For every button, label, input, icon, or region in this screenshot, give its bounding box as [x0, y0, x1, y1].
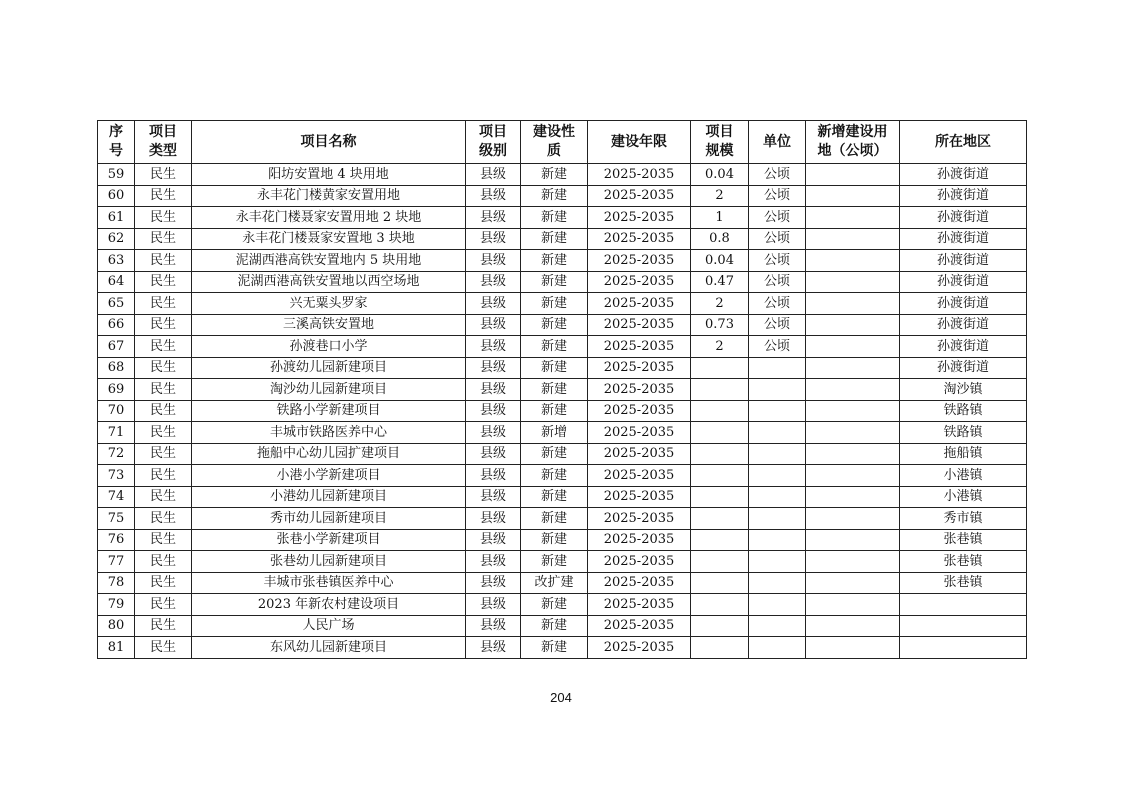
table-row — [98, 400, 1027, 422]
cell-new-land — [806, 207, 900, 229]
cell-type: 民生 — [135, 529, 192, 551]
cell-scale: 1 — [691, 207, 749, 229]
cell-new-land — [806, 615, 900, 637]
cell-index: 66 — [98, 314, 135, 336]
cell-type: 民生 — [135, 486, 192, 508]
cell-scale — [691, 551, 749, 573]
table-row — [98, 357, 1027, 379]
cell-name: 泥湖西港高铁安置地内 5 块用地 — [192, 250, 466, 272]
cell-scale — [691, 615, 749, 637]
cell-nature: 新建 — [521, 443, 588, 465]
cell-new-land — [806, 572, 900, 594]
cell-nature: 新建 — [521, 164, 588, 186]
table-row — [98, 465, 1027, 487]
cell-level: 县级 — [466, 185, 521, 207]
header-new-land: 新增建设用地（公顷） — [806, 121, 900, 164]
cell-type: 民生 — [135, 465, 192, 487]
cell-level: 县级 — [466, 637, 521, 659]
table-row — [98, 486, 1027, 508]
cell-name: 孙渡幼儿园新建项目 — [192, 357, 466, 379]
cell-type: 民生 — [135, 443, 192, 465]
cell-index: 62 — [98, 228, 135, 250]
cell-new-land — [806, 164, 900, 186]
cell-area: 张巷镇 — [900, 529, 1027, 551]
cell-area: 张巷镇 — [900, 551, 1027, 573]
cell-name: 铁路小学新建项目 — [192, 400, 466, 422]
cell-scale — [691, 465, 749, 487]
cell-period: 2025-2035 — [588, 551, 691, 573]
cell-level: 县级 — [466, 228, 521, 250]
cell-period: 2025-2035 — [588, 271, 691, 293]
cell-unit — [749, 379, 806, 401]
cell-period: 2025-2035 — [588, 465, 691, 487]
cell-period: 2025-2035 — [588, 594, 691, 616]
cell-name: 泥湖西港高铁安置地以西空场地 — [192, 271, 466, 293]
cell-level: 县级 — [466, 594, 521, 616]
cell-level: 县级 — [466, 508, 521, 530]
cell-type: 民生 — [135, 293, 192, 315]
cell-area: 孙渡街道 — [900, 185, 1027, 207]
cell-name: 三溪高铁安置地 — [192, 314, 466, 336]
cell-level: 县级 — [466, 250, 521, 272]
cell-name: 小港小学新建项目 — [192, 465, 466, 487]
cell-area: 孙渡街道 — [900, 336, 1027, 358]
cell-scale: 0.8 — [691, 228, 749, 250]
table-row — [98, 207, 1027, 229]
cell-nature: 新建 — [521, 357, 588, 379]
cell-period: 2025-2035 — [588, 422, 691, 444]
cell-level: 县级 — [466, 443, 521, 465]
cell-area: 孙渡街道 — [900, 271, 1027, 293]
table-row — [98, 615, 1027, 637]
cell-unit: 公顷 — [749, 336, 806, 358]
cell-type: 民生 — [135, 357, 192, 379]
cell-type: 民生 — [135, 551, 192, 573]
cell-unit — [749, 508, 806, 530]
cell-nature: 新建 — [521, 529, 588, 551]
cell-area: 铁路镇 — [900, 422, 1027, 444]
cell-area: 张巷镇 — [900, 572, 1027, 594]
cell-scale — [691, 422, 749, 444]
cell-new-land — [806, 400, 900, 422]
cell-nature: 新建 — [521, 615, 588, 637]
cell-new-land — [806, 228, 900, 250]
cell-new-land — [806, 379, 900, 401]
cell-level: 县级 — [466, 314, 521, 336]
cell-level: 县级 — [466, 486, 521, 508]
cell-scale: 2 — [691, 185, 749, 207]
cell-type: 民生 — [135, 594, 192, 616]
table-row — [98, 271, 1027, 293]
cell-area: 淘沙镇 — [900, 379, 1027, 401]
cell-scale: 0.47 — [691, 271, 749, 293]
cell-period: 2025-2035 — [588, 207, 691, 229]
cell-scale — [691, 357, 749, 379]
cell-type: 民生 — [135, 422, 192, 444]
cell-scale — [691, 486, 749, 508]
cell-nature: 新增 — [521, 422, 588, 444]
cell-name: 永丰花门楼黄家安置用地 — [192, 185, 466, 207]
cell-index: 78 — [98, 572, 135, 594]
cell-level: 县级 — [466, 551, 521, 573]
cell-period: 2025-2035 — [588, 250, 691, 272]
cell-unit — [749, 357, 806, 379]
cell-area: 铁路镇 — [900, 400, 1027, 422]
cell-level: 县级 — [466, 422, 521, 444]
cell-period: 2025-2035 — [588, 357, 691, 379]
cell-area: 孙渡街道 — [900, 228, 1027, 250]
cell-level: 县级 — [466, 572, 521, 594]
cell-type: 民生 — [135, 271, 192, 293]
cell-scale: 0.04 — [691, 164, 749, 186]
cell-index: 71 — [98, 422, 135, 444]
cell-nature: 新建 — [521, 250, 588, 272]
cell-nature: 新建 — [521, 293, 588, 315]
cell-index: 75 — [98, 508, 135, 530]
cell-name: 阳坊安置地 4 块用地 — [192, 164, 466, 186]
table-row — [98, 336, 1027, 358]
cell-nature: 新建 — [521, 637, 588, 659]
cell-new-land — [806, 336, 900, 358]
header-type: 项目类型 — [135, 121, 192, 164]
cell-scale: 2 — [691, 293, 749, 315]
cell-unit — [749, 486, 806, 508]
cell-new-land — [806, 508, 900, 530]
cell-new-land — [806, 529, 900, 551]
cell-unit — [749, 422, 806, 444]
cell-new-land — [806, 443, 900, 465]
cell-name: 丰城市铁路医养中心 — [192, 422, 466, 444]
table-row — [98, 637, 1027, 659]
cell-nature: 新建 — [521, 228, 588, 250]
cell-name: 拖船中心幼儿园扩建项目 — [192, 443, 466, 465]
cell-type: 民生 — [135, 379, 192, 401]
cell-area — [900, 594, 1027, 616]
header-area: 所在地区 — [900, 121, 1027, 164]
header-name: 项目名称 — [192, 121, 466, 164]
cell-index: 80 — [98, 615, 135, 637]
cell-type: 民生 — [135, 508, 192, 530]
cell-area: 孙渡街道 — [900, 164, 1027, 186]
cell-name: 人民广场 — [192, 615, 466, 637]
cell-index: 76 — [98, 529, 135, 551]
cell-name: 秀市幼儿园新建项目 — [192, 508, 466, 530]
cell-period: 2025-2035 — [588, 443, 691, 465]
table-row — [98, 508, 1027, 530]
cell-index: 60 — [98, 185, 135, 207]
cell-new-land — [806, 551, 900, 573]
table-row — [98, 551, 1027, 573]
cell-unit: 公顷 — [749, 250, 806, 272]
cell-index: 70 — [98, 400, 135, 422]
table-row — [98, 594, 1027, 616]
cell-area: 孙渡街道 — [900, 293, 1027, 315]
cell-unit — [749, 551, 806, 573]
cell-name: 张巷小学新建项目 — [192, 529, 466, 551]
cell-unit: 公顷 — [749, 271, 806, 293]
cell-index: 65 — [98, 293, 135, 315]
cell-index: 81 — [98, 637, 135, 659]
cell-new-land — [806, 422, 900, 444]
cell-area — [900, 615, 1027, 637]
page-number: 204 — [550, 690, 572, 705]
cell-name: 永丰花门楼聂家安置地 3 块地 — [192, 228, 466, 250]
cell-new-land — [806, 293, 900, 315]
cell-unit — [749, 529, 806, 551]
cell-unit — [749, 637, 806, 659]
cell-level: 县级 — [466, 164, 521, 186]
cell-period: 2025-2035 — [588, 336, 691, 358]
cell-area: 小港镇 — [900, 486, 1027, 508]
cell-period: 2025-2035 — [588, 400, 691, 422]
cell-unit — [749, 572, 806, 594]
cell-name: 兴无粟头罗家 — [192, 293, 466, 315]
cell-type: 民生 — [135, 314, 192, 336]
cell-new-land — [806, 486, 900, 508]
cell-area — [900, 637, 1027, 659]
cell-unit: 公顷 — [749, 207, 806, 229]
cell-name: 永丰花门楼聂家安置用地 2 块地 — [192, 207, 466, 229]
header-index: 序号 — [98, 121, 135, 164]
cell-nature: 改扩建 — [521, 572, 588, 594]
cell-scale — [691, 400, 749, 422]
cell-period: 2025-2035 — [588, 164, 691, 186]
table-row — [98, 529, 1027, 551]
header-unit: 单位 — [749, 121, 806, 164]
cell-nature: 新建 — [521, 207, 588, 229]
cell-scale — [691, 529, 749, 551]
cell-index: 68 — [98, 357, 135, 379]
cell-new-land — [806, 250, 900, 272]
cell-type: 民生 — [135, 228, 192, 250]
cell-nature: 新建 — [521, 271, 588, 293]
cell-type: 民生 — [135, 185, 192, 207]
cell-new-land — [806, 465, 900, 487]
cell-new-land — [806, 637, 900, 659]
cell-level: 县级 — [466, 379, 521, 401]
cell-level: 县级 — [466, 465, 521, 487]
header-period: 建设年限 — [588, 121, 691, 164]
cell-new-land — [806, 594, 900, 616]
cell-level: 县级 — [466, 293, 521, 315]
cell-nature: 新建 — [521, 486, 588, 508]
cell-nature: 新建 — [521, 465, 588, 487]
cell-nature: 新建 — [521, 185, 588, 207]
cell-name: 丰城市张巷镇医养中心 — [192, 572, 466, 594]
project-table — [97, 120, 1027, 659]
cell-index: 79 — [98, 594, 135, 616]
cell-scale: 0.04 — [691, 250, 749, 272]
cell-index: 64 — [98, 271, 135, 293]
cell-nature: 新建 — [521, 551, 588, 573]
table-row — [98, 164, 1027, 186]
cell-period: 2025-2035 — [588, 572, 691, 594]
cell-index: 63 — [98, 250, 135, 272]
cell-period: 2025-2035 — [588, 185, 691, 207]
cell-period: 2025-2035 — [588, 529, 691, 551]
cell-index: 59 — [98, 164, 135, 186]
cell-nature: 新建 — [521, 379, 588, 401]
cell-level: 县级 — [466, 615, 521, 637]
cell-period: 2025-2035 — [588, 293, 691, 315]
cell-level: 县级 — [466, 529, 521, 551]
cell-name: 东风幼儿园新建项目 — [192, 637, 466, 659]
cell-scale — [691, 508, 749, 530]
cell-type: 民生 — [135, 572, 192, 594]
cell-nature: 新建 — [521, 314, 588, 336]
table-row — [98, 228, 1027, 250]
cell-area: 孙渡街道 — [900, 207, 1027, 229]
table-row — [98, 185, 1027, 207]
cell-name: 2023 年新农村建设项目 — [192, 594, 466, 616]
cell-index: 72 — [98, 443, 135, 465]
cell-area: 孙渡街道 — [900, 314, 1027, 336]
table-row — [98, 572, 1027, 594]
table-row — [98, 293, 1027, 315]
cell-unit: 公顷 — [749, 164, 806, 186]
cell-unit — [749, 594, 806, 616]
cell-period: 2025-2035 — [588, 228, 691, 250]
cell-scale — [691, 443, 749, 465]
cell-unit — [749, 465, 806, 487]
cell-index: 74 — [98, 486, 135, 508]
table-row — [98, 250, 1027, 272]
cell-level: 县级 — [466, 400, 521, 422]
cell-name: 孙渡巷口小学 — [192, 336, 466, 358]
cell-level: 县级 — [466, 271, 521, 293]
cell-type: 民生 — [135, 400, 192, 422]
cell-type: 民生 — [135, 164, 192, 186]
cell-nature: 新建 — [521, 594, 588, 616]
cell-type: 民生 — [135, 207, 192, 229]
cell-name: 淘沙幼儿园新建项目 — [192, 379, 466, 401]
header-level: 项目级别 — [466, 121, 521, 164]
cell-nature: 新建 — [521, 508, 588, 530]
cell-unit — [749, 400, 806, 422]
cell-period: 2025-2035 — [588, 379, 691, 401]
cell-new-land — [806, 271, 900, 293]
cell-new-land — [806, 314, 900, 336]
cell-new-land — [806, 357, 900, 379]
cell-name: 张巷幼儿园新建项目 — [192, 551, 466, 573]
cell-index: 69 — [98, 379, 135, 401]
cell-new-land — [806, 185, 900, 207]
cell-nature: 新建 — [521, 400, 588, 422]
cell-nature: 新建 — [521, 336, 588, 358]
cell-index: 67 — [98, 336, 135, 358]
cell-index: 77 — [98, 551, 135, 573]
cell-area: 秀市镇 — [900, 508, 1027, 530]
cell-unit: 公顷 — [749, 185, 806, 207]
cell-index: 73 — [98, 465, 135, 487]
cell-period: 2025-2035 — [588, 486, 691, 508]
cell-scale — [691, 572, 749, 594]
cell-scale — [691, 637, 749, 659]
cell-scale: 0.73 — [691, 314, 749, 336]
cell-period: 2025-2035 — [588, 637, 691, 659]
cell-unit: 公顷 — [749, 314, 806, 336]
cell-area: 孙渡街道 — [900, 357, 1027, 379]
table-row — [98, 314, 1027, 336]
table-row — [98, 379, 1027, 401]
cell-unit: 公顷 — [749, 228, 806, 250]
cell-unit: 公顷 — [749, 293, 806, 315]
table-header-row — [98, 121, 1027, 164]
header-scale: 项目规模 — [691, 121, 749, 164]
cell-scale: 2 — [691, 336, 749, 358]
cell-scale — [691, 379, 749, 401]
cell-unit — [749, 443, 806, 465]
cell-scale — [691, 594, 749, 616]
cell-period: 2025-2035 — [588, 615, 691, 637]
cell-type: 民生 — [135, 637, 192, 659]
cell-type: 民生 — [135, 615, 192, 637]
table-row — [98, 422, 1027, 444]
table-row — [98, 443, 1027, 465]
header-nature: 建设性质 — [521, 121, 588, 164]
cell-type: 民生 — [135, 250, 192, 272]
cell-level: 县级 — [466, 357, 521, 379]
cell-level: 县级 — [466, 336, 521, 358]
cell-type: 民生 — [135, 336, 192, 358]
cell-unit — [749, 615, 806, 637]
cell-area: 孙渡街道 — [900, 250, 1027, 272]
cell-area: 拖船镇 — [900, 443, 1027, 465]
cell-area: 小港镇 — [900, 465, 1027, 487]
cell-level: 县级 — [466, 207, 521, 229]
cell-period: 2025-2035 — [588, 314, 691, 336]
cell-name: 小港幼儿园新建项目 — [192, 486, 466, 508]
cell-period: 2025-2035 — [588, 508, 691, 530]
cell-index: 61 — [98, 207, 135, 229]
